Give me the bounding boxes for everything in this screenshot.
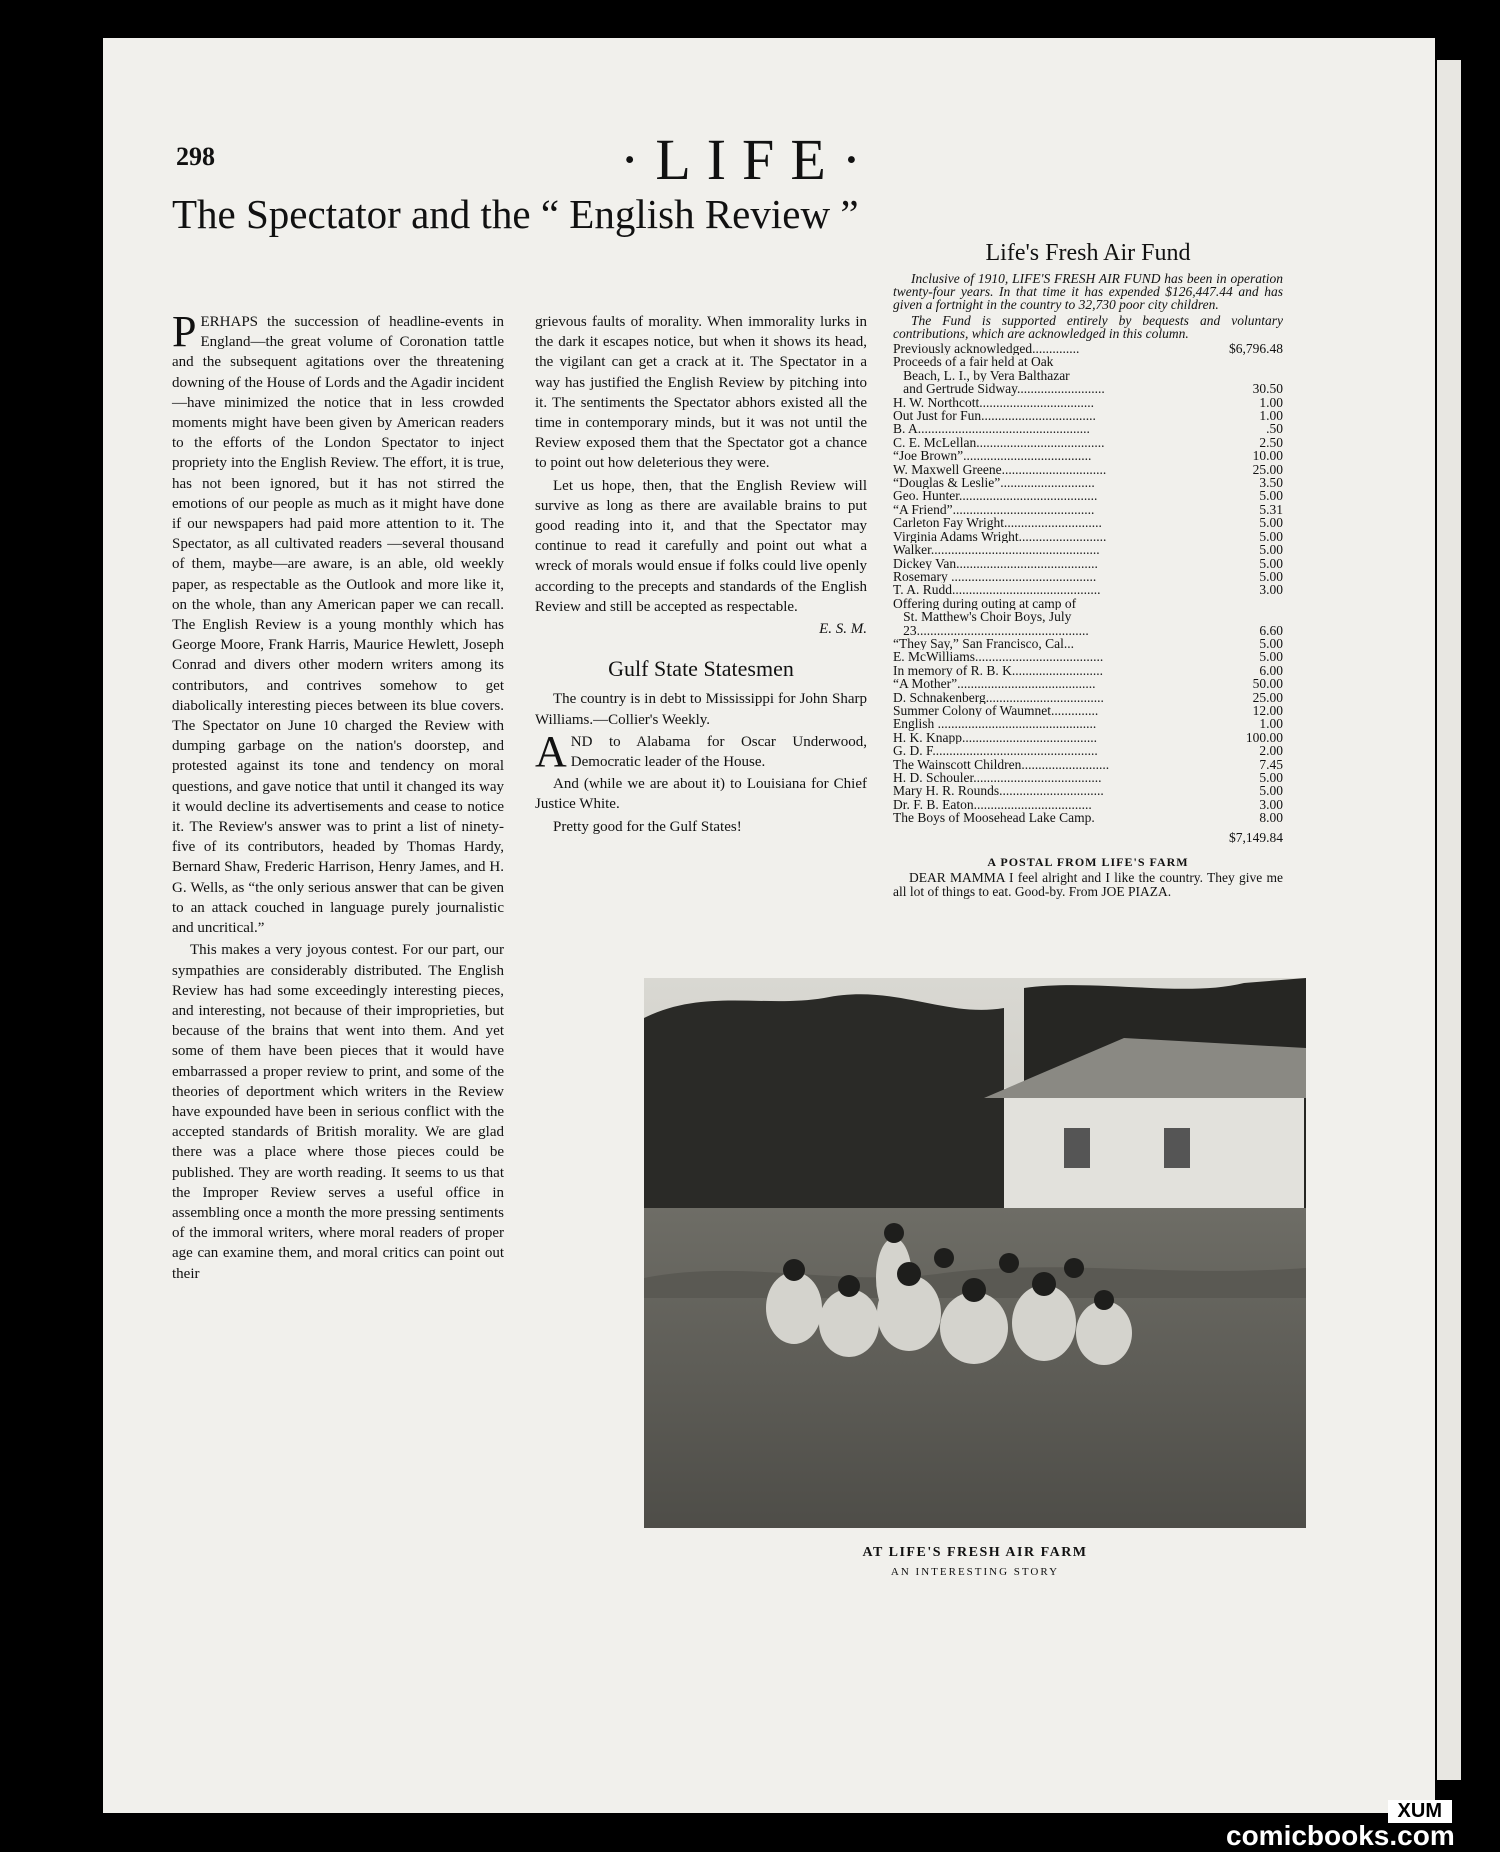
article-paragraph: This makes a very joyous contest. For our part, our sympathies are considerably distributed. The English Review has had some exceedingly interesting pieces, and interesting, not because of their improprieties, but because of the brains that went into them. And yet some of them have been pieces that it would have embarrassed a proper review to print, and some of the theories of deportment which writers in the Review have expounded have been in serious conflict with the accepted standards of British morality. We are glad there was a place where those pieces could be published. They are worth reading. It seems to us that the Improper Review serves a useful office in assembling once a month the more pressing sentiments of the immoral writers, where moral readers of proper age can examine them, and moral critics can point out their (172, 942, 504, 1282)
watermark-text: comicbooks.com (1226, 1820, 1455, 1851)
contribution-amount: 1.00 (1259, 408, 1283, 424)
contribution-amount: 12.00 (1252, 702, 1283, 718)
contribution-amount: 10.00 (1252, 448, 1283, 464)
ledger-row (893, 342, 1283, 355)
watermark-tag: XUM (1388, 1800, 1452, 1823)
contributor-name: The Boys of Moosehead Lake Camp. (893, 811, 1095, 825)
contribution-amount (1229, 355, 1283, 368)
contribution-amount: 5.00 (1259, 555, 1283, 571)
ledger-row (893, 543, 1283, 556)
fund-title: Life's Fresh Air Fund (985, 240, 1191, 266)
ledger-row (893, 691, 1283, 704)
contribution-amount: 3.50 (1259, 475, 1283, 491)
gulf-paragraph: AND to Alabama for Oscar Underwood, Democratic leader of the House. (535, 726, 867, 776)
contribution-amount: 5.00 (1259, 568, 1283, 584)
gulf-section-title: Gulf State Statesmen (608, 656, 794, 682)
contributor-name: Proceeds of a fair held at Oak (893, 355, 1054, 369)
ledger-row (893, 744, 1283, 757)
ledger-row (893, 503, 1283, 516)
ledger-row (893, 489, 1283, 502)
ledger-row (893, 396, 1283, 409)
contributor-name: E. McWilliams...................................... (893, 650, 1104, 664)
contribution-amount: 2.00 (1259, 743, 1283, 759)
contribution-amount: 5.31 (1259, 501, 1283, 517)
ledger-row (893, 717, 1283, 730)
contribution-amount: 25.00 (1252, 461, 1283, 477)
adjacent-page-edge (1437, 60, 1461, 1780)
ledger-row (893, 784, 1283, 797)
contributor-name: Previously acknowledged.............. (893, 342, 1080, 356)
ledger-row (893, 355, 1283, 368)
ledger-row (893, 811, 1283, 824)
contribution-amount: .50 (1266, 421, 1283, 437)
contributor-name: “Joe Brown”...................................... (893, 449, 1092, 463)
contribution-amount: 3.00 (1259, 582, 1283, 598)
contributor-name: Rosemary ........................................... (893, 569, 1097, 584)
photo-caption (644, 1545, 1306, 1578)
ledger-row (893, 516, 1283, 529)
contributor-name: Geo. Hunter......................................... (893, 489, 1098, 503)
article-signature: E. S. M. (819, 621, 867, 638)
ledger-row (893, 624, 1283, 637)
article-paragraph: grievous faults of morality. When immorality lurks in the dark it escapes notice, but when it shows its head, the vigilant can get a crack at it. The Spectator in a way has justified the English Review by pitching into it. The sentiments the Spectator abhors existed all the time in contemporary minds, but it was not until the Review exposed them that the Spectator got a chance to point out how deleterious they were. (535, 314, 867, 472)
contributor-name: Beach, L. I., by Vera Balthazar (893, 368, 1070, 383)
ledger-row (893, 664, 1283, 677)
contribution-amount (1229, 610, 1283, 623)
ledger-row (893, 637, 1283, 650)
ledger-row (893, 436, 1283, 449)
ledger-row (893, 409, 1283, 422)
contribution-amount: 5.00 (1259, 542, 1283, 558)
ledger-row (893, 758, 1283, 771)
contribution-amount: 6.60 (1259, 622, 1283, 638)
contributor-name: B. A................................................... (893, 422, 1090, 436)
contribution-amount: 5.00 (1259, 528, 1283, 544)
contributor-name: “A Friend”.......................................... (893, 502, 1095, 517)
contributor-name: Offering during outing at camp of (893, 596, 1077, 611)
contributor-name: Dickey Van.......................................... (893, 556, 1098, 570)
ledger-row (893, 798, 1283, 811)
contribution-amount: 5.00 (1259, 488, 1283, 504)
contributor-name: C. E. McLellan...................................... (893, 435, 1105, 450)
ledger-row (893, 677, 1283, 690)
contribution-amount: 7.45 (1259, 756, 1283, 772)
contributor-name: In memory of R. B. K........................... (893, 663, 1103, 678)
masthead: ·LIFE· (620, 127, 878, 192)
contributor-name: “A Mother”......................................... (893, 677, 1096, 691)
contributor-name: and Gertrude Sidway.......................... (893, 382, 1105, 396)
ledger-row (893, 449, 1283, 462)
contribution-amount: 5.00 (1259, 649, 1283, 665)
ledger-row (893, 704, 1283, 717)
fund-intro: The Fund is supported entirely by bequests and voluntary contributions, which are acknowledged in this column. (893, 312, 1283, 341)
page-number: 298 (176, 142, 215, 171)
contributor-name: Dr. F. B. Eaton................................... (893, 797, 1092, 812)
contribution-amount: 8.00 (1259, 810, 1283, 826)
contribution-amount (1229, 597, 1283, 610)
contribution-amount: 2.50 (1259, 434, 1283, 450)
contributor-name: St. Matthew's Choir Boys, July (893, 610, 1072, 624)
contribution-amount: 3.00 (1259, 796, 1283, 812)
photo-illustration (644, 978, 1306, 1528)
postal-title: A POSTAL FROM LIFE'S FARM (987, 855, 1189, 870)
ledger-row (893, 557, 1283, 570)
ledger-row (893, 570, 1283, 583)
drop-cap: A (535, 726, 567, 776)
contributor-name: W. Maxwell Greene............................... (893, 462, 1107, 477)
ledger-row (893, 530, 1283, 543)
fresh-air-fund-column (893, 240, 1283, 899)
gulf-paragraph: Pretty good for the Gulf States! (553, 818, 742, 835)
ledger-row (893, 422, 1283, 435)
caption-title: AT LIFE'S FRESH AIR FARM (862, 1545, 1088, 1560)
contributor-name: H. W. Northcott.................................. (893, 395, 1094, 410)
contribution-amount: 6.00 (1259, 662, 1283, 678)
fund-total: $7,149.84 (1229, 829, 1283, 845)
contribution-amount: 50.00 (1252, 676, 1283, 692)
fresh-air-farm-photo (644, 978, 1306, 1528)
contribution-amount: 100.00 (1245, 729, 1283, 745)
contribution-amount: $6,796.48 (1229, 341, 1283, 357)
contributor-name: Carleton Fay Wright............................. (893, 516, 1102, 530)
ledger-row (893, 597, 1283, 610)
contributor-name: English ............................................... (893, 717, 1097, 731)
contributor-name: The Wainscott Children.......................... (893, 757, 1110, 772)
ledger-row (893, 771, 1283, 784)
contributor-name: H. K. Knapp........................................ (893, 730, 1097, 745)
contributor-name: Mary H. R. Rounds............................... (893, 784, 1104, 798)
contributor-name: Walker.................................................. (893, 543, 1100, 557)
ledger-row (893, 583, 1283, 596)
contribution-amount: 5.00 (1259, 515, 1283, 531)
ledger-row (893, 731, 1283, 744)
caption-subtitle: AN INTERESTING STORY (890, 1566, 1060, 1578)
ledger-row (893, 369, 1283, 382)
contribution-amount: 30.50 (1252, 381, 1283, 397)
ledger-row (893, 650, 1283, 663)
article-column-1 (172, 307, 505, 1286)
article-column-2 (535, 312, 867, 839)
watermark (1216, 1800, 1486, 1851)
contribution-amount: 5.00 (1259, 783, 1283, 799)
ledger-row (893, 382, 1283, 395)
ledger-row (893, 610, 1283, 623)
contributor-name: Out Just for Fun.................................. (893, 409, 1096, 423)
drop-cap: P (172, 307, 197, 356)
contribution-amount (1229, 369, 1283, 382)
contributor-name: D. Schnakenberg................................... (893, 690, 1104, 704)
contribution-ledger (893, 342, 1283, 825)
contribution-amount: 1.00 (1259, 716, 1283, 732)
gulf-paragraph: The country is in debt to Mississippi for John Sharp Williams.—Collier's Weekly. (535, 691, 867, 728)
contributor-name: Summer Colony of Waumnet.............. (893, 703, 1099, 718)
article-paragraph: PERHAPS the succession of headline-events in England—the great volume of Coronation tattle and the subsequent agitations over the threatening downing of the House of Lords and the Agadir incident—have minimized the notice that in less crowded moments might have been given by American readers to the efforts of the London Spectator to inject propriety into the English Review. The effort, it is true, has not been ignored, but it has not stirred the emotions of our people as much as it might have done if our newspapers had paid more attention to it. The Spectator, as all cultivated readers —several thousand of them, maybe—are aware, is an able, old weekly paper, as respectable as the Outlook and more like it, on the whole, than any American paper we can recall. The English Review is a young monthly which has George Moore, Frank Harris, Maurice Hewlett, Joseph Conrad and divers other modern writers among its contributors, and contrives somehow to get diabolically interesting pieces between its blue covers. The Spectator on June 10 charged the Review with dumping garbage on the nation's doorstep, and protested against its tone and tendency on moral questions, and gave notice that until it changed its way it would decline its advertisements and cease to notice it. The Review's answer was to print a list of ninety-five of its contributors, headed by Thomas Hardy, Bernard Shaw, Frederic Harrison, Henry James, and H. G. Wells, as “the only serious answer that can be given to an attack couched in language purely journalistic and uncritical.” (172, 307, 505, 937)
contributor-name: G. D. F................................................. (893, 744, 1098, 758)
contribution-amount: 5.00 (1259, 635, 1283, 651)
contributor-name: “They Say,” San Francisco, Cal... (893, 636, 1074, 651)
article-paragraph: Let us hope, then, that the English Review will survive as long as there are available brains to put good reading into it, and that the Spectator may continue to read it carefully and point out what a wreck of morals would ensue if folks could live openly according to the precepts and standards of the English Review and still be accepted as respectable. (535, 477, 867, 615)
ledger-row (893, 463, 1283, 476)
contribution-amount: 5.00 (1259, 770, 1283, 786)
contributor-name: “Douglas & Leslie”............................ (893, 476, 1095, 490)
article-headline: The Spectator and the “ English Review ” (172, 191, 859, 237)
contribution-amount: 25.00 (1252, 689, 1283, 705)
contributor-name: 23................................................... (893, 623, 1089, 637)
fund-intro: Inclusive of 1910, LIFE'S FRESH AIR FUND has been in operation twenty-four years. In that time it has expended $126,447.44 and has given a fortnight in the country to 32,730 poor city children. (893, 271, 1283, 313)
gulf-paragraph: And (while we are about it) to Louisiana for Chief Justice White. (535, 776, 867, 813)
contributor-name: T. A. Rudd............................................ (893, 583, 1101, 597)
contributor-name: H. D. Schouler...................................... (893, 771, 1102, 785)
postal-letter: DEAR MAMMA I feel alright and I like the country. They give me all lot of things to eat. Good-by. From JOE PIAZA. (893, 870, 1283, 900)
contributor-name: Virginia Adams Wright.......................... (893, 529, 1107, 544)
contribution-amount: 1.00 (1259, 394, 1283, 410)
ledger-row (893, 476, 1283, 489)
